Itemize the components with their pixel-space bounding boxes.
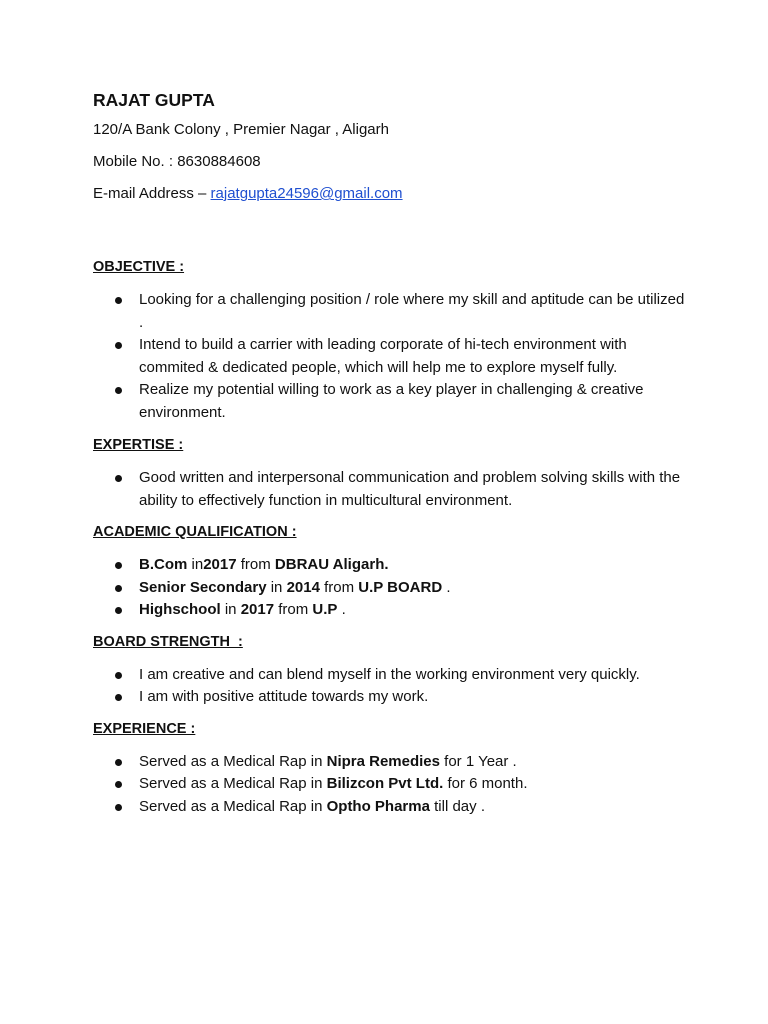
- experience-heading: EXPERIENCE :: [93, 720, 196, 737]
- company-name: Nipra Remedies: [326, 752, 440, 770]
- bullet-icon: [115, 562, 122, 569]
- list-item: Realize my potential willing to work as a key player in challenging & creative environment.: [93, 379, 687, 424]
- academic-list: [93, 554, 693, 622]
- bullet-icon: [115, 781, 122, 788]
- mobile-line: Mobile No. : 8630884608: [93, 153, 261, 170]
- expertise-list: [93, 467, 693, 512]
- list-item: Senior Secondary in 2014 from U.P BOARD .: [93, 577, 687, 600]
- strength-list: [93, 664, 693, 709]
- degree-board: DBRAU Aligarh.: [274, 556, 389, 573]
- degree-board: U.P BOARD: [358, 578, 443, 596]
- list-item: Highschool in 2017 from U.P .: [93, 599, 687, 622]
- strength-heading: BOARD STRENGTH :: [93, 633, 243, 650]
- email-link[interactable]: rajatgupta24596@gmail.com: [210, 185, 403, 202]
- list-item: Served as a Medical Rap in Nipra Remedies for 1 Year .: [93, 751, 687, 774]
- list-item: Served as a Medical Rap in Bilizcon Pvt Ltd. for 6 month.: [93, 773, 687, 796]
- degree-year: 2014: [286, 578, 320, 596]
- company-name: Bilizcon Pvt Ltd.: [326, 775, 444, 792]
- academic-heading: ACADEMIC QUALIFICATION :: [93, 524, 297, 540]
- expertise-heading: EXPERTISE :: [93, 437, 184, 453]
- experience-list: [93, 751, 693, 819]
- list-item: I am creative and can blend myself in the working environment very quickly.: [93, 664, 687, 687]
- bullet-icon: [115, 672, 122, 679]
- bullet-icon: [115, 297, 122, 304]
- objective-list: [93, 289, 693, 424]
- company-name: Optho Pharma: [326, 797, 430, 815]
- bullet-icon: [115, 387, 122, 394]
- bullet-icon: [115, 475, 122, 482]
- email-label: E-mail Address –: [93, 185, 211, 202]
- list-item: Looking for a challenging position / role where my skill and aptitude can be utilized .: [93, 289, 687, 334]
- list-item: Served as a Medical Rap in Optho Pharma till day .: [93, 796, 687, 819]
- degree-year: 2017: [203, 556, 237, 573]
- degree-name: B.Com: [139, 556, 188, 573]
- bullet-icon: [115, 585, 122, 592]
- address-line: 120/A Bank Colony , Premier Nagar , Aligarh: [93, 121, 389, 138]
- list-item: Intend to build a carrier with leading corporate of hi-tech environment with commited & dedicated people, which will help me to explore myself fully.: [93, 334, 687, 379]
- degree-board: U.P: [312, 601, 338, 618]
- bullet-icon: [115, 804, 122, 811]
- bullet-icon: [115, 342, 122, 349]
- list-item: I am with positive attitude towards my work.: [93, 686, 687, 709]
- candidate-name: RAJAT GUPTA: [93, 90, 215, 110]
- list-item: B.Com in2017 from DBRAU Aligarh.: [93, 554, 687, 577]
- bullet-icon: [115, 694, 122, 701]
- bullet-icon: [115, 759, 122, 766]
- objective-heading: OBJECTIVE :: [93, 259, 185, 275]
- bullet-icon: [115, 607, 122, 614]
- resume-page: [93, 86, 693, 818]
- list-item: Good written and interpersonal communication and problem solving skills with the ability to effectively function in multicultural environment.: [93, 467, 687, 512]
- degree-name: Highschool: [139, 601, 221, 618]
- email-line: [93, 184, 693, 204]
- degree-year: 2017: [240, 601, 275, 618]
- degree-name: Senior Secondary: [139, 578, 267, 596]
